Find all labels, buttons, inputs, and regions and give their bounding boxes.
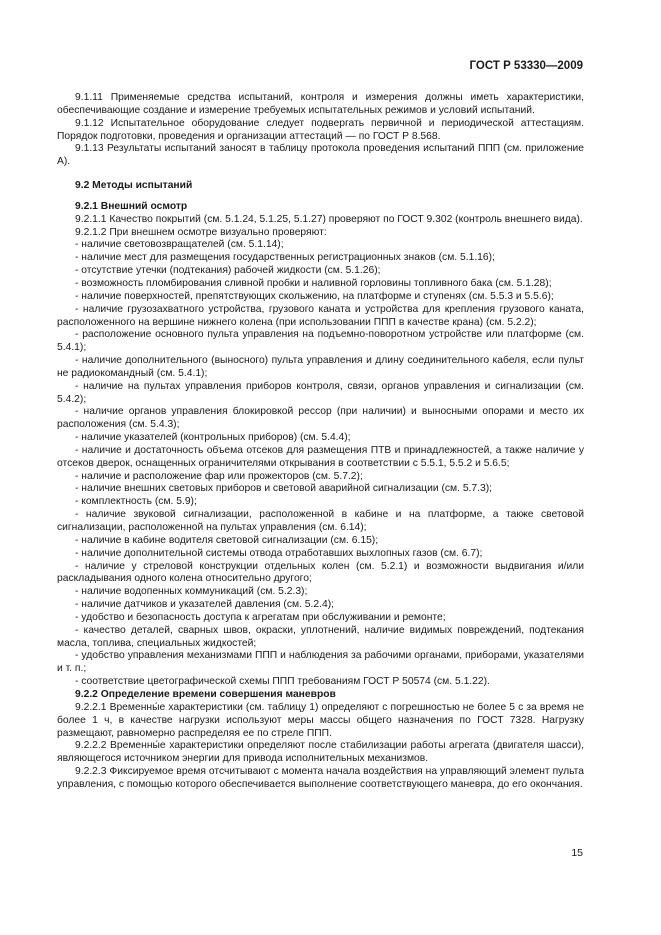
paragraph: - наличие органов управления блокировкой рессор (при наличии) и выносными опорами и место их расположения (см. 5.4.3);	[57, 406, 584, 431]
section-heading: 9.2.2 Определение времени совершения маневров	[75, 688, 336, 700]
paragraph: - удобство управления механизмами ППП и наблюдения за рабочими органами, приборами, указателями и т. п.;	[57, 650, 584, 675]
paragraph: - наличие грузозахватного устройства, грузового каната и устройства для крепления грузового каната, расположенного на вершине нижнего колена (при использовании ППП в качестве крана) (см. 5.2.2);	[57, 303, 584, 328]
document-body	[57, 92, 584, 792]
paragraph: - наличие звуковой сигнализации, расположенной в кабине и на платформе, а также световой сигнализации, расположенной на пультах управления (см. 6.14);	[57, 509, 584, 533]
paragraph: 9.2.2.3 Фиксируемое время отсчитывают с момента начала воздействия на управляющий элемент пульта управления, с помощью которого обеспечивается выполнение соответствующего маневра, до его окончания.	[57, 766, 584, 790]
paragraph: - наличие мест для размещения государственных регистрационных знаков (см. 5.1.16);	[75, 252, 495, 264]
section-heading: 9.2.1 Внешний осмотр	[75, 200, 188, 212]
paragraph: - наличие датчиков и указателей давления (см. 5.2.4);	[75, 599, 334, 611]
paragraph: - наличие дополнительного (выносного) пульта управления и длину соединительного кабеля, если пульт не радиокомандный (см. 5.4.1);	[57, 355, 584, 379]
paragraph: - наличие на пультах управления приборов контроля, связи, органов управления и сигнализации (см. 5.4.2);	[57, 380, 584, 405]
paragraph: - комплектность (см. 5.9);	[75, 496, 197, 508]
section-heading: 9.2 Методы испытаний	[75, 180, 193, 192]
paragraph: - наличие в кабине водителя световой сигнализации (см. 6.15);	[75, 534, 379, 546]
paragraph: - качество деталей, сварных швов, окраски, уплотнений, наличие видимых повреждений, подтекания масла, топлива, специальных жидкостей;	[57, 624, 584, 649]
page-number: 15	[571, 847, 583, 859]
paragraph: 9.1.11 Применяемые средства испытаний, контроля и измерения должны иметь характеристики, обеспечивающие создание и измерение требуемых испытательных режимов и условий испытаний.	[57, 92, 584, 116]
paragraph: 9.1.12 Испытательное оборудование следует подвергать первичной и периодической аттестациям. Порядок подготовки, проведения и организации аттестаций — по ГОСТ Р 8.568.	[57, 117, 584, 142]
paragraph: - расположение основного пульта управления на подъемно-поворотном устройстве или платформе (см. 5.4.1);	[57, 329, 584, 354]
paragraph: - возможность пломбирования сливной пробки и наливной горловины топливного бака (см. 5.1.28);	[75, 277, 552, 289]
paragraph: - наличие внешних световых приборов и световой аварийной сигнализации (см. 5.7.3);	[75, 483, 493, 495]
paragraph: - наличие поверхностей, препятствующих скольжению, на платформе и ступенях (см. 5.5.3 и 5.5.6);	[75, 290, 554, 302]
paragraph: - соответствие цветографической схемы ППП требованиям ГОСТ Р 50574 (см. 5.1.22).	[75, 676, 490, 688]
paragraph: 9.2.1.2 При внешнем осмотре визуально проверяют:	[75, 226, 327, 238]
paragraph: 9.2.2.2 Временны́е характеристики определяют после стабилизации работы агрегата (двигателя шасси), являющегося источником энергии для привода исполнительных механизмов.	[57, 740, 584, 765]
paragraph: - наличие и расположение фар или прожекторов (см. 5.7.2);	[75, 470, 363, 482]
paragraph: - удобство и безопасность доступа к агрегатам при обслуживании и ремонте;	[75, 611, 446, 623]
paragraph: 9.2.1.1 Качество покрытий (см. 5.1.24, 5.1.25, 5.1.27) проверяют по ГОСТ 9.302 (контроль внешнего вида).	[75, 213, 583, 225]
paragraph: - наличие у стреловой конструкции отдельных колен (см. 5.2.1) и возможности выдвигания и/или раскладывания одного колена относительно другого;	[57, 560, 584, 585]
paragraph: - наличие указателей (контрольных приборов) (см. 5.4.4);	[75, 432, 351, 444]
paragraph: 9.2.2.1 Временны́е характеристики (см. таблицу 1) определяют с погрешностью не более 5 с за время не более 1 ч, в качестве нагрузки используют меры массы общего назначения по ГОСТ 7328. Нагрузку размещают, равномерно распределяя ее по стреле ППП.	[57, 701, 584, 739]
paragraph: - наличие водопенных коммуникаций (см. 5.2.3);	[75, 586, 308, 598]
paragraph: - наличие дополнительной системы отвода отработавших выхлопных газов (см. 6.7);	[75, 547, 483, 559]
paragraph: - наличие световозвращателей (см. 5.1.14);	[75, 239, 284, 251]
paragraph: - отсутствие утечки (подтекания) рабочей жидкости (см. 5.1.26);	[75, 265, 381, 277]
paragraph: 9.1.13 Результаты испытаний заносят в таблицу протокола проведения испытаний ППП (см. приложение А).	[57, 143, 584, 168]
document-header: ГОСТ Р 53330—2009	[469, 60, 583, 72]
paragraph: - наличие и достаточность объема отсеков для размещения ПТВ и принадлежностей, а также наличие у отсеков дверок, оснащенных ограничителями открывания в соответствии с 5.5.1, 5.5.2 и 5.6.5;	[57, 444, 584, 469]
